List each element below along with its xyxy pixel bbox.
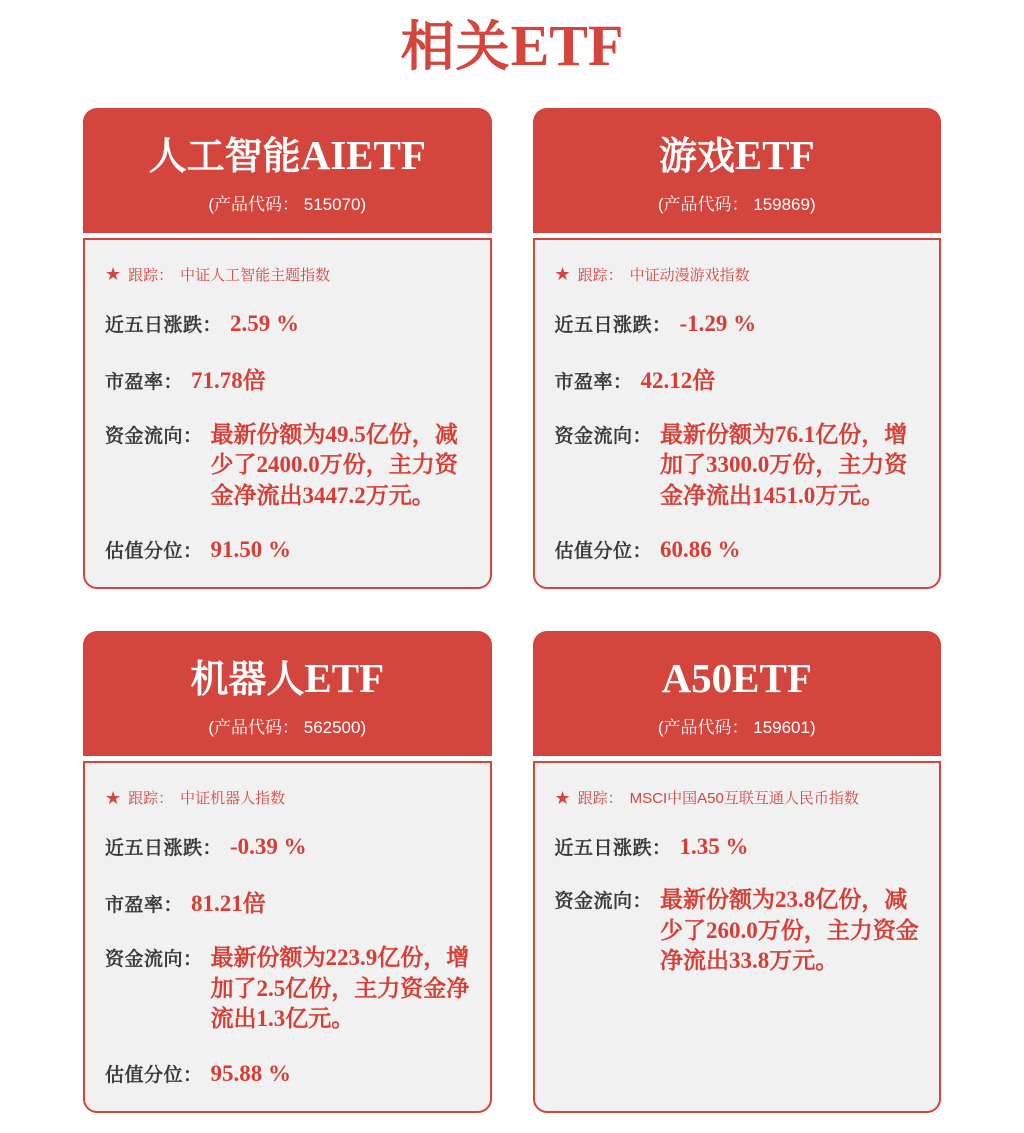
track-label: 跟踪：	[128, 790, 174, 808]
card-header	[83, 631, 492, 756]
etf-card-ai	[83, 108, 492, 590]
fund-flow-value: 最新份额为223.9亿份，增加了2.5亿份，主力资金净流出1.3亿元。	[210, 945, 470, 1032]
page-title-cn: 相关	[400, 17, 511, 77]
etf-title	[543, 131, 932, 178]
tracked-index-name: 中证机器人指数	[180, 790, 286, 808]
fund-flow-row	[105, 420, 472, 512]
valuation-percentile-label: 估值分位：	[554, 541, 653, 563]
track-label: 跟踪：	[128, 266, 174, 284]
fund-flow-value: 最新份额为76.1亿份，增加了3300.0万份，主力资金净流出1451.0万元。	[660, 421, 908, 508]
five-day-change-label: 近五日涨跌：	[105, 314, 223, 336]
etf-title	[543, 657, 932, 701]
card-body	[533, 238, 942, 590]
pe-ratio-row	[105, 362, 472, 395]
valuation-percentile-value: 60.86 %	[660, 537, 741, 563]
five-day-change-value: 2.59 %	[230, 310, 300, 336]
pe-ratio-row	[555, 362, 922, 395]
pe-ratio-value: 71.78倍	[191, 367, 266, 393]
etf-card-a50	[533, 631, 942, 1113]
product-code: (产品代码： 159601)	[657, 718, 816, 738]
pe-ratio-value: 42.12倍	[640, 367, 716, 393]
card-body	[83, 238, 492, 590]
fund-flow-label: 资金流向：	[554, 425, 653, 447]
track-row	[555, 264, 922, 285]
pe-ratio-label: 市盈率：	[105, 895, 184, 917]
five-day-change-label: 近五日涨跌：	[554, 314, 672, 336]
etf-title-cn: 游戏	[658, 135, 735, 178]
etf-title-en: ETF	[304, 655, 385, 702]
card-header	[533, 631, 942, 756]
tracked-index-name: 中证人工智能主题指数	[180, 266, 331, 284]
etf-title-cn: 人工智能	[148, 135, 301, 178]
page-title	[0, 0, 1024, 78]
valuation-percentile-label: 估值分位：	[105, 1065, 203, 1087]
five-day-change-row	[555, 833, 922, 860]
valuation-percentile-row	[555, 536, 922, 563]
fund-flow-row	[555, 420, 922, 512]
track-row	[555, 787, 922, 808]
etf-title-en: AIETF	[300, 131, 426, 178]
star-icon: ★	[105, 264, 122, 285]
star-icon: ★	[554, 264, 571, 285]
pe-ratio-value: 81.21倍	[191, 891, 266, 917]
fund-flow-value: 最新份额为23.8亿份，减少了260.0万份，主力资金净流出33.8万元。	[660, 887, 919, 974]
card-header	[533, 108, 942, 233]
five-day-change-value: -1.29 %	[679, 310, 757, 336]
pe-ratio-label: 市盈率：	[554, 371, 633, 393]
card-body	[83, 761, 492, 1113]
valuation-percentile-row	[105, 1060, 472, 1087]
valuation-percentile-row	[105, 536, 472, 563]
etf-title-en: A50ETF	[661, 655, 812, 702]
valuation-percentile-value: 95.88 %	[210, 1061, 292, 1087]
card-body	[533, 761, 942, 1113]
valuation-percentile-value: 91.50 %	[210, 537, 292, 563]
fund-flow-value: 最新份额为49.5亿份，减少了2400.0万份，主力资金净流出3447.2万元。	[210, 421, 458, 508]
valuation-percentile-label: 估值分位：	[105, 541, 203, 563]
card-header	[83, 108, 492, 233]
five-day-change-label: 近五日涨跌：	[105, 838, 223, 860]
five-day-change-value: -0.39 %	[230, 834, 307, 860]
etf-title-en: ETF	[734, 131, 815, 178]
pe-ratio-row	[105, 885, 472, 918]
etf-title	[93, 657, 482, 701]
five-day-change-row	[105, 833, 472, 860]
fund-flow-label: 资金流向：	[554, 891, 653, 913]
product-code: (产品代码： 515070)	[208, 194, 367, 214]
fund-flow-label: 资金流向：	[105, 425, 203, 447]
etf-card-grid	[83, 108, 941, 1113]
track-row	[105, 787, 472, 808]
tracked-index-name: MSCI中国A50互联互通人民币指数	[629, 790, 859, 808]
product-code: (产品代码： 562500)	[208, 718, 367, 738]
fund-flow-row	[555, 885, 922, 977]
etf-card-robot	[83, 631, 492, 1113]
etf-card-game	[533, 108, 942, 590]
five-day-change-label: 近五日涨跌：	[554, 838, 672, 860]
tracked-index-name: 中证动漫游戏指数	[629, 266, 750, 284]
page-title-en: ETF	[510, 13, 624, 78]
star-icon: ★	[554, 787, 571, 808]
fund-flow-row	[105, 943, 472, 1035]
star-icon: ★	[105, 787, 122, 808]
five-day-change-row	[555, 310, 922, 337]
pe-ratio-label: 市盈率：	[105, 371, 184, 393]
five-day-change-value: 1.35 %	[679, 834, 749, 860]
track-row	[105, 264, 472, 285]
etf-title	[93, 131, 482, 178]
five-day-change-row	[105, 310, 472, 337]
fund-flow-label: 资金流向：	[105, 949, 203, 971]
track-label: 跟踪：	[577, 266, 623, 284]
track-label: 跟踪：	[577, 790, 623, 808]
product-code: (产品代码： 159869)	[657, 194, 816, 214]
etf-title-cn: 机器人	[190, 659, 305, 702]
